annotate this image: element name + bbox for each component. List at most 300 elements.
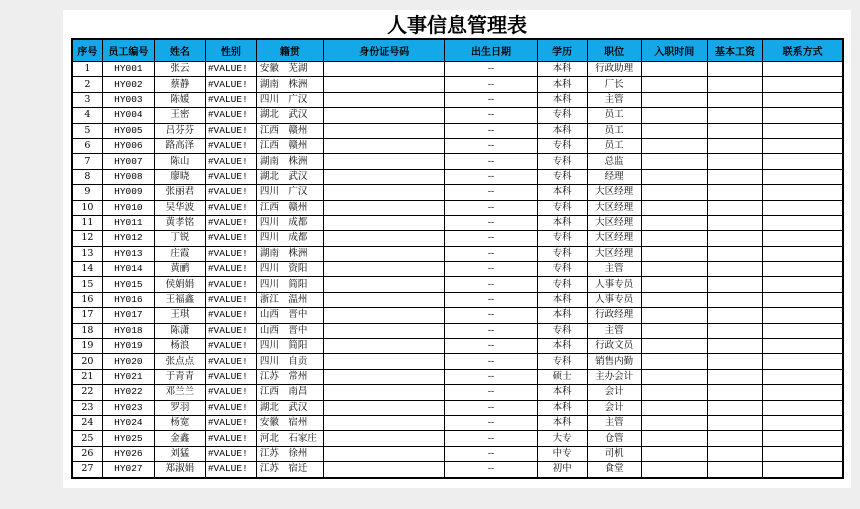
cell-col-education[interactable]: 本科 [537,400,587,415]
cell-col-education[interactable]: 本科 [537,62,587,77]
cell-col-birth-date[interactable]: -- [445,292,537,307]
cell-col-birth-date[interactable]: -- [445,62,537,77]
cell-col-gender[interactable]: #VALUE! [205,169,256,184]
cell-col-seq[interactable]: 22 [72,385,102,400]
cell-col-education[interactable]: 硕士 [537,369,587,384]
cell-col-hometown[interactable]: 浙江 温州 [256,292,323,307]
cell-col-employee-id[interactable]: HY023 [102,400,154,415]
cell-col-name[interactable]: 杨宽 [154,415,205,430]
cell-col-hometown[interactable]: 湖北 武汉 [256,108,323,123]
cell-col-hometown[interactable]: 四川 简阳 [256,277,323,292]
cell-col-id-number[interactable] [324,369,445,384]
cell-col-employee-id[interactable]: HY014 [102,262,154,277]
cell-col-id-number[interactable] [324,262,445,277]
cell-col-id-number[interactable] [324,185,445,200]
cell-col-education[interactable]: 专科 [537,231,587,246]
cell-col-employee-id[interactable]: HY009 [102,185,154,200]
cell-col-hometown[interactable]: 江西 赣州 [256,123,323,138]
cell-col-id-number[interactable] [324,323,445,338]
cell-col-gender[interactable]: #VALUE! [205,92,256,107]
cell-col-birth-date[interactable]: -- [445,323,537,338]
cell-col-employee-id[interactable]: HY001 [102,62,154,77]
cell-col-education[interactable]: 专科 [537,354,587,369]
cell-col-hire-date[interactable] [641,277,707,292]
cell-col-name[interactable]: 陈媛 [154,92,205,107]
cell-col-base-salary[interactable] [707,77,762,92]
cell-col-id-number[interactable] [324,215,445,230]
cell-col-id-number[interactable] [324,415,445,430]
cell-col-employee-id[interactable]: HY018 [102,323,154,338]
cell-col-birth-date[interactable]: -- [445,246,537,261]
cell-col-position[interactable]: 员工 [587,108,641,123]
cell-col-base-salary[interactable] [707,231,762,246]
cell-col-gender[interactable]: #VALUE! [205,231,256,246]
cell-col-birth-date[interactable]: -- [445,215,537,230]
cell-col-birth-date[interactable]: -- [445,385,537,400]
cell-col-employee-id[interactable]: HY010 [102,200,154,215]
cell-col-base-salary[interactable] [707,308,762,323]
cell-col-base-salary[interactable] [707,169,762,184]
cell-col-gender[interactable]: #VALUE! [205,415,256,430]
cell-col-position[interactable]: 大区经理 [587,246,641,261]
cell-col-base-salary[interactable] [707,292,762,307]
cell-col-contact[interactable] [763,246,843,261]
cell-col-seq[interactable]: 23 [72,400,102,415]
cell-col-seq[interactable]: 5 [72,123,102,138]
cell-col-name[interactable]: 刘猛 [154,446,205,461]
cell-col-birth-date[interactable]: -- [445,308,537,323]
cell-col-education[interactable]: 本科 [537,185,587,200]
cell-col-hire-date[interactable] [641,354,707,369]
cell-col-gender[interactable]: #VALUE! [205,462,256,478]
cell-col-contact[interactable] [763,415,843,430]
cell-col-position[interactable]: 主办会计 [587,369,641,384]
cell-col-employee-id[interactable]: HY026 [102,446,154,461]
cell-col-employee-id[interactable]: HY025 [102,431,154,446]
cell-col-education[interactable]: 专科 [537,200,587,215]
cell-col-name[interactable]: 张云 [154,62,205,77]
cell-col-employee-id[interactable]: HY004 [102,108,154,123]
cell-col-hometown[interactable]: 江苏 徐州 [256,446,323,461]
cell-col-name[interactable]: 庄霞 [154,246,205,261]
cell-col-education[interactable]: 中专 [537,446,587,461]
cell-col-hometown[interactable]: 四川 资阳 [256,262,323,277]
cell-col-hire-date[interactable] [641,246,707,261]
cell-col-hometown[interactable]: 江西 赣州 [256,138,323,153]
cell-col-seq[interactable]: 18 [72,323,102,338]
cell-col-hometown[interactable]: 江西 南昌 [256,385,323,400]
cell-col-position[interactable]: 员工 [587,138,641,153]
cell-col-id-number[interactable] [324,77,445,92]
cell-col-position[interactable]: 总监 [587,154,641,169]
cell-col-birth-date[interactable]: -- [445,415,537,430]
cell-col-employee-id[interactable]: HY015 [102,277,154,292]
cell-col-position[interactable]: 会计 [587,400,641,415]
cell-col-hometown[interactable]: 江苏 常州 [256,369,323,384]
cell-col-seq[interactable]: 7 [72,154,102,169]
cell-col-birth-date[interactable]: -- [445,92,537,107]
cell-col-employee-id[interactable]: HY016 [102,292,154,307]
header-col-hire-date[interactable]: 入职时间 [641,39,707,62]
cell-col-hometown[interactable]: 四川 成都 [256,231,323,246]
cell-col-birth-date[interactable]: -- [445,369,537,384]
cell-col-contact[interactable] [763,431,843,446]
cell-col-employee-id[interactable]: HY007 [102,154,154,169]
cell-col-id-number[interactable] [324,446,445,461]
cell-col-hire-date[interactable] [641,446,707,461]
cell-col-id-number[interactable] [324,292,445,307]
cell-col-seq[interactable]: 25 [72,431,102,446]
header-col-employee-id[interactable]: 员工编号 [102,39,154,62]
cell-col-position[interactable]: 人事专员 [587,277,641,292]
cell-col-name[interactable]: 黄孝铭 [154,215,205,230]
cell-col-id-number[interactable] [324,354,445,369]
cell-col-name[interactable]: 吴华波 [154,200,205,215]
cell-col-position[interactable]: 经理 [587,169,641,184]
cell-col-hire-date[interactable] [641,231,707,246]
cell-col-base-salary[interactable] [707,185,762,200]
cell-col-position[interactable]: 大区经理 [587,200,641,215]
header-col-education[interactable]: 学历 [537,39,587,62]
cell-col-hire-date[interactable] [641,92,707,107]
cell-col-contact[interactable] [763,62,843,77]
cell-col-contact[interactable] [763,292,843,307]
cell-col-education[interactable]: 本科 [537,92,587,107]
cell-col-position[interactable]: 主管 [587,415,641,430]
cell-col-name[interactable]: 王琪 [154,308,205,323]
cell-col-education[interactable]: 专科 [537,246,587,261]
cell-col-name[interactable]: 陈山 [154,154,205,169]
header-col-gender[interactable]: 性别 [205,39,256,62]
cell-col-employee-id[interactable]: HY019 [102,339,154,354]
cell-col-name[interactable]: 侯娟娟 [154,277,205,292]
cell-col-hometown[interactable]: 四川 广汉 [256,92,323,107]
cell-col-position[interactable]: 行政助理 [587,62,641,77]
cell-col-employee-id[interactable]: HY013 [102,246,154,261]
cell-col-id-number[interactable] [324,62,445,77]
cell-col-id-number[interactable] [324,200,445,215]
cell-col-education[interactable]: 本科 [537,77,587,92]
cell-col-hire-date[interactable] [641,108,707,123]
cell-col-birth-date[interactable]: -- [445,462,537,478]
cell-col-gender[interactable]: #VALUE! [205,308,256,323]
cell-col-position[interactable]: 销售内勤 [587,354,641,369]
cell-col-hometown[interactable]: 四川 广汉 [256,185,323,200]
cell-col-hometown[interactable]: 四川 自贡 [256,354,323,369]
header-col-id-number[interactable]: 身份证号码 [324,39,445,62]
cell-col-position[interactable]: 主管 [587,262,641,277]
cell-col-gender[interactable]: #VALUE! [205,246,256,261]
cell-col-gender[interactable]: #VALUE! [205,431,256,446]
cell-col-base-salary[interactable] [707,369,762,384]
cell-col-position[interactable]: 员工 [587,123,641,138]
cell-col-name[interactable]: 蔡静 [154,77,205,92]
cell-col-id-number[interactable] [324,385,445,400]
cell-col-hire-date[interactable] [641,308,707,323]
cell-col-gender[interactable]: #VALUE! [205,323,256,338]
cell-col-contact[interactable] [763,108,843,123]
cell-col-base-salary[interactable] [707,154,762,169]
cell-col-education[interactable]: 专科 [537,154,587,169]
cell-col-birth-date[interactable]: -- [445,123,537,138]
cell-col-birth-date[interactable]: -- [445,262,537,277]
cell-col-position[interactable]: 大区经理 [587,215,641,230]
cell-col-seq[interactable]: 1 [72,62,102,77]
cell-col-hire-date[interactable] [641,400,707,415]
cell-col-position[interactable]: 仓管 [587,431,641,446]
cell-col-education[interactable]: 专科 [537,138,587,153]
cell-col-gender[interactable]: #VALUE! [205,185,256,200]
cell-col-base-salary[interactable] [707,123,762,138]
cell-col-seq[interactable]: 8 [72,169,102,184]
cell-col-gender[interactable]: #VALUE! [205,385,256,400]
cell-col-contact[interactable] [763,400,843,415]
cell-col-seq[interactable]: 12 [72,231,102,246]
cell-col-hire-date[interactable] [641,369,707,384]
cell-col-seq[interactable]: 20 [72,354,102,369]
cell-col-name[interactable]: 邓兰兰 [154,385,205,400]
cell-col-position[interactable]: 主管 [587,323,641,338]
cell-col-base-salary[interactable] [707,62,762,77]
cell-col-gender[interactable]: #VALUE! [205,154,256,169]
header-col-hometown[interactable]: 籍贯 [256,39,323,62]
cell-col-hometown[interactable]: 四川 成都 [256,215,323,230]
cell-col-base-salary[interactable] [707,200,762,215]
cell-col-birth-date[interactable]: -- [445,138,537,153]
cell-col-base-salary[interactable] [707,262,762,277]
cell-col-contact[interactable] [763,185,843,200]
cell-col-position[interactable]: 厂长 [587,77,641,92]
cell-col-hometown[interactable]: 山西 晋中 [256,323,323,338]
cell-col-education[interactable]: 大专 [537,431,587,446]
cell-col-seq[interactable]: 19 [72,339,102,354]
cell-col-id-number[interactable] [324,231,445,246]
cell-col-contact[interactable] [763,138,843,153]
cell-col-employee-id[interactable]: HY006 [102,138,154,153]
cell-col-education[interactable]: 本科 [537,415,587,430]
cell-col-education[interactable]: 专科 [537,277,587,292]
cell-col-gender[interactable]: #VALUE! [205,77,256,92]
cell-col-seq[interactable]: 27 [72,462,102,478]
cell-col-name[interactable]: 陈潇 [154,323,205,338]
cell-col-employee-id[interactable]: HY002 [102,77,154,92]
cell-col-hire-date[interactable] [641,123,707,138]
cell-col-hire-date[interactable] [641,185,707,200]
header-col-contact[interactable]: 联系方式 [763,39,843,62]
cell-col-hometown[interactable]: 江西 赣州 [256,200,323,215]
cell-col-gender[interactable]: #VALUE! [205,446,256,461]
cell-col-seq[interactable]: 3 [72,92,102,107]
cell-col-base-salary[interactable] [707,462,762,478]
cell-col-education[interactable]: 本科 [537,292,587,307]
cell-col-employee-id[interactable]: HY008 [102,169,154,184]
cell-col-contact[interactable] [763,462,843,478]
cell-col-hire-date[interactable] [641,385,707,400]
cell-col-name[interactable]: 路高泽 [154,138,205,153]
cell-col-seq[interactable]: 10 [72,200,102,215]
cell-col-education[interactable]: 本科 [537,308,587,323]
cell-col-position[interactable]: 人事专员 [587,292,641,307]
cell-col-education[interactable]: 本科 [537,123,587,138]
cell-col-contact[interactable] [763,215,843,230]
cell-col-hire-date[interactable] [641,138,707,153]
cell-col-hometown[interactable]: 安徽 芜湖 [256,62,323,77]
cell-col-id-number[interactable] [324,154,445,169]
cell-col-contact[interactable] [763,154,843,169]
cell-col-contact[interactable] [763,339,843,354]
cell-col-seq[interactable]: 15 [72,277,102,292]
cell-col-gender[interactable]: #VALUE! [205,138,256,153]
cell-col-hire-date[interactable] [641,62,707,77]
cell-col-name[interactable]: 王密 [154,108,205,123]
cell-col-contact[interactable] [763,323,843,338]
header-col-seq[interactable]: 序号 [72,39,102,62]
header-col-base-salary[interactable]: 基本工资 [707,39,762,62]
cell-col-employee-id[interactable]: HY020 [102,354,154,369]
cell-col-position[interactable]: 大区经理 [587,185,641,200]
cell-col-base-salary[interactable] [707,215,762,230]
cell-col-contact[interactable] [763,354,843,369]
cell-col-hire-date[interactable] [641,200,707,215]
cell-col-position[interactable]: 大区经理 [587,231,641,246]
cell-col-id-number[interactable] [324,400,445,415]
cell-col-id-number[interactable] [324,339,445,354]
cell-col-hire-date[interactable] [641,462,707,478]
cell-col-hire-date[interactable] [641,415,707,430]
cell-col-birth-date[interactable]: -- [445,200,537,215]
cell-col-name[interactable]: 金鑫 [154,431,205,446]
cell-col-hometown[interactable]: 湖北 武汉 [256,400,323,415]
header-col-position[interactable]: 职位 [587,39,641,62]
cell-col-contact[interactable] [763,169,843,184]
cell-col-education[interactable]: 专科 [537,262,587,277]
cell-col-hometown[interactable]: 四川 简阳 [256,339,323,354]
cell-col-name[interactable]: 于青青 [154,369,205,384]
cell-col-birth-date[interactable]: -- [445,277,537,292]
cell-col-id-number[interactable] [324,246,445,261]
cell-col-employee-id[interactable]: HY021 [102,369,154,384]
cell-col-employee-id[interactable]: HY003 [102,92,154,107]
cell-col-name[interactable]: 张点点 [154,354,205,369]
cell-col-hire-date[interactable] [641,431,707,446]
cell-col-base-salary[interactable] [707,92,762,107]
cell-col-id-number[interactable] [324,92,445,107]
cell-col-contact[interactable] [763,369,843,384]
cell-col-contact[interactable] [763,231,843,246]
cell-col-gender[interactable]: #VALUE! [205,200,256,215]
cell-col-birth-date[interactable]: -- [445,154,537,169]
cell-col-birth-date[interactable]: -- [445,400,537,415]
cell-col-gender[interactable]: #VALUE! [205,277,256,292]
cell-col-education[interactable]: 专科 [537,108,587,123]
cell-col-contact[interactable] [763,277,843,292]
cell-col-hire-date[interactable] [641,339,707,354]
cell-col-employee-id[interactable]: HY017 [102,308,154,323]
cell-col-base-salary[interactable] [707,431,762,446]
cell-col-birth-date[interactable]: -- [445,431,537,446]
cell-col-name[interactable]: 黄鹂 [154,262,205,277]
cell-col-employee-id[interactable]: HY005 [102,123,154,138]
cell-col-employee-id[interactable]: HY012 [102,231,154,246]
cell-col-position[interactable]: 行政经理 [587,308,641,323]
cell-col-name[interactable]: 罗羽 [154,400,205,415]
cell-col-seq[interactable]: 2 [72,77,102,92]
cell-col-hometown[interactable]: 安徽 宿州 [256,415,323,430]
cell-col-seq[interactable]: 16 [72,292,102,307]
cell-col-position[interactable]: 司机 [587,446,641,461]
cell-col-hometown[interactable]: 山西 晋中 [256,308,323,323]
cell-col-birth-date[interactable]: -- [445,446,537,461]
cell-col-education[interactable]: 专科 [537,323,587,338]
cell-col-hire-date[interactable] [641,215,707,230]
cell-col-base-salary[interactable] [707,339,762,354]
cell-col-gender[interactable]: #VALUE! [205,108,256,123]
cell-col-seq[interactable]: 4 [72,108,102,123]
cell-col-gender[interactable]: #VALUE! [205,400,256,415]
cell-col-name[interactable]: 王福鑫 [154,292,205,307]
cell-col-contact[interactable] [763,385,843,400]
cell-col-base-salary[interactable] [707,400,762,415]
cell-col-employee-id[interactable]: HY022 [102,385,154,400]
cell-col-hire-date[interactable] [641,154,707,169]
cell-col-gender[interactable]: #VALUE! [205,292,256,307]
cell-col-id-number[interactable] [324,308,445,323]
cell-col-hometown[interactable]: 江苏 宿迁 [256,462,323,478]
cell-col-position[interactable]: 主管 [587,92,641,107]
cell-col-employee-id[interactable]: HY011 [102,215,154,230]
cell-col-employee-id[interactable]: HY027 [102,462,154,478]
cell-col-seq[interactable]: 14 [72,262,102,277]
cell-col-seq[interactable]: 26 [72,446,102,461]
cell-col-base-salary[interactable] [707,354,762,369]
cell-col-birth-date[interactable]: -- [445,185,537,200]
cell-col-name[interactable]: 张丽君 [154,185,205,200]
cell-col-name[interactable]: 廖晓 [154,169,205,184]
cell-col-seq[interactable]: 6 [72,138,102,153]
cell-col-education[interactable]: 本科 [537,339,587,354]
cell-col-hire-date[interactable] [641,77,707,92]
cell-col-position[interactable]: 行政文员 [587,339,641,354]
cell-col-hire-date[interactable] [641,323,707,338]
cell-col-hometown[interactable]: 湖南 株洲 [256,246,323,261]
cell-col-gender[interactable]: #VALUE! [205,123,256,138]
cell-col-base-salary[interactable] [707,415,762,430]
cell-col-gender[interactable]: #VALUE! [205,215,256,230]
cell-col-base-salary[interactable] [707,138,762,153]
cell-col-gender[interactable]: #VALUE! [205,354,256,369]
cell-col-contact[interactable] [763,200,843,215]
cell-col-hometown[interactable]: 河北 石家庄 [256,431,323,446]
cell-col-seq[interactable]: 13 [72,246,102,261]
cell-col-name[interactable]: 吕芬芬 [154,123,205,138]
cell-col-birth-date[interactable]: -- [445,354,537,369]
cell-col-contact[interactable] [763,262,843,277]
cell-col-base-salary[interactable] [707,277,762,292]
cell-col-gender[interactable]: #VALUE! [205,339,256,354]
cell-col-id-number[interactable] [324,138,445,153]
cell-col-gender[interactable]: #VALUE! [205,62,256,77]
cell-col-contact[interactable] [763,92,843,107]
cell-col-hometown[interactable]: 湖南 株洲 [256,77,323,92]
cell-col-seq[interactable]: 17 [72,308,102,323]
cell-col-education[interactable]: 本科 [537,215,587,230]
cell-col-birth-date[interactable]: -- [445,231,537,246]
cell-col-contact[interactable] [763,77,843,92]
cell-col-hire-date[interactable] [641,262,707,277]
cell-col-base-salary[interactable] [707,446,762,461]
cell-col-birth-date[interactable]: -- [445,77,537,92]
cell-col-name[interactable]: 丁锐 [154,231,205,246]
